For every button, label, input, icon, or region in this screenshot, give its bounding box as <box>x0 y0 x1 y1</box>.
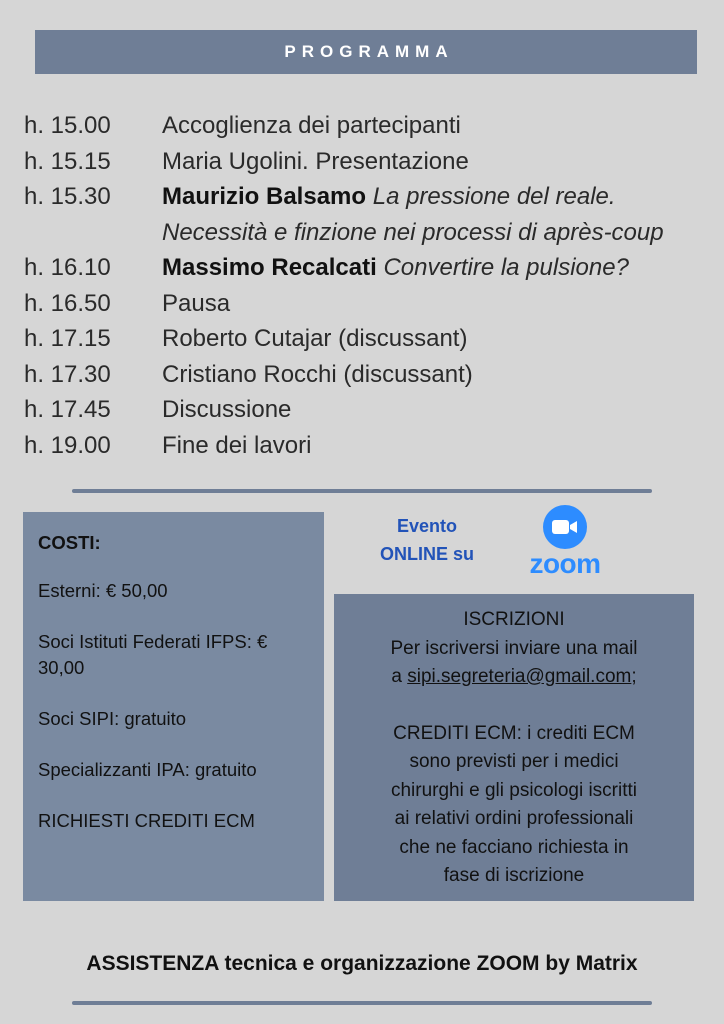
divider-bottom <box>72 1001 652 1005</box>
schedule-text <box>162 215 714 251</box>
schedule-time: h. 17.30 <box>24 360 111 388</box>
costs-panel <box>23 512 324 901</box>
cost-item: Soci Istituti Federati IFPS: € 30,00 <box>38 631 268 678</box>
schedule-row <box>24 357 714 393</box>
schedule-time: h. 17.45 <box>24 396 111 423</box>
talk-title: La pressione del reale. <box>372 183 616 210</box>
email-link[interactable]: sipi.segreteria@gmail.com <box>407 666 632 687</box>
ecm-text: fase di iscrizione <box>443 865 585 886</box>
zoom-camera-icon <box>543 505 587 549</box>
schedule-text: Accoglienza dei partecipanti <box>162 112 461 139</box>
schedule-text <box>162 179 714 215</box>
cost-item: Esterni: € 50,00 <box>38 580 168 601</box>
registration-text: Per iscriversi inviare una mail <box>390 637 638 659</box>
schedule-row <box>24 321 714 357</box>
registration-panel <box>334 594 694 901</box>
schedule-time: h. 16.10 <box>24 254 111 281</box>
ecm-text: ai relativi ordini professionali <box>394 808 634 829</box>
schedule-row <box>24 215 714 251</box>
schedule-row <box>24 144 714 180</box>
event-label <box>362 512 492 568</box>
footer-assistance: ASSISTENZA tecnica e organizzazione ZOOM by Matrix <box>86 952 638 975</box>
schedule-row <box>24 392 714 428</box>
schedule-time: h. 15.30 <box>24 183 111 210</box>
zoom-logo: zoom <box>529 548 601 579</box>
schedule-text: Maria Ugolini. Presentazione <box>162 147 469 175</box>
speaker-name: Maurizio Balsamo <box>162 183 367 210</box>
schedule-text: Pausa <box>162 289 231 317</box>
schedule-time: h. 15.00 <box>24 112 111 139</box>
event-line: Evento <box>396 516 457 536</box>
schedule-row <box>24 428 714 464</box>
ecm-text: sono previsti per i medici <box>409 751 619 772</box>
cost-item: Soci SIPI: gratuito <box>38 708 187 729</box>
schedule-row <box>24 179 714 215</box>
ecm-text: chirurghi e gli psicologi iscritti <box>390 779 638 801</box>
ecm-text: che ne facciano richiesta in <box>399 836 629 858</box>
schedule-text: Discussione <box>162 396 292 423</box>
schedule-row <box>24 286 714 322</box>
costs-title: COSTI: <box>38 532 101 553</box>
schedule-time: h. 15.15 <box>24 147 111 175</box>
schedule-text: Cristiano Rocchi (discussant) <box>162 360 473 388</box>
schedule-text <box>162 250 714 286</box>
cost-item: Specializzanti IPA: gratuito <box>38 759 257 780</box>
page-title: PROGRAMMA <box>284 42 454 61</box>
header-bar <box>35 30 697 74</box>
schedule-text: Roberto Cutajar (discussant) <box>162 325 468 352</box>
schedule-time: h. 19.00 <box>24 431 111 459</box>
divider-top <box>72 489 652 493</box>
schedule-text: Fine dei lavori <box>162 431 312 459</box>
ecm-text: CREDITI ECM: i crediti ECM <box>393 722 635 744</box>
cost-item: RICHIESTI CREDITI ECM <box>38 810 255 831</box>
event-line: ONLINE su <box>379 544 474 564</box>
talk-title: Convertire la pulsione? <box>383 254 629 281</box>
schedule-row <box>24 108 714 144</box>
schedule-row <box>24 250 714 286</box>
registration-email-line: a sipi.segreteria@gmail.com; <box>391 666 637 687</box>
schedule-time: h. 17.15 <box>24 325 111 352</box>
registration-title: ISCRIZIONI <box>463 609 565 630</box>
talk-title-continued: Necessità e finzione nei processi di après-coup <box>162 218 664 246</box>
schedule-time: h. 16.50 <box>24 289 111 317</box>
schedule-list <box>24 108 714 463</box>
speaker-name: Massimo Recalcati <box>162 254 377 281</box>
